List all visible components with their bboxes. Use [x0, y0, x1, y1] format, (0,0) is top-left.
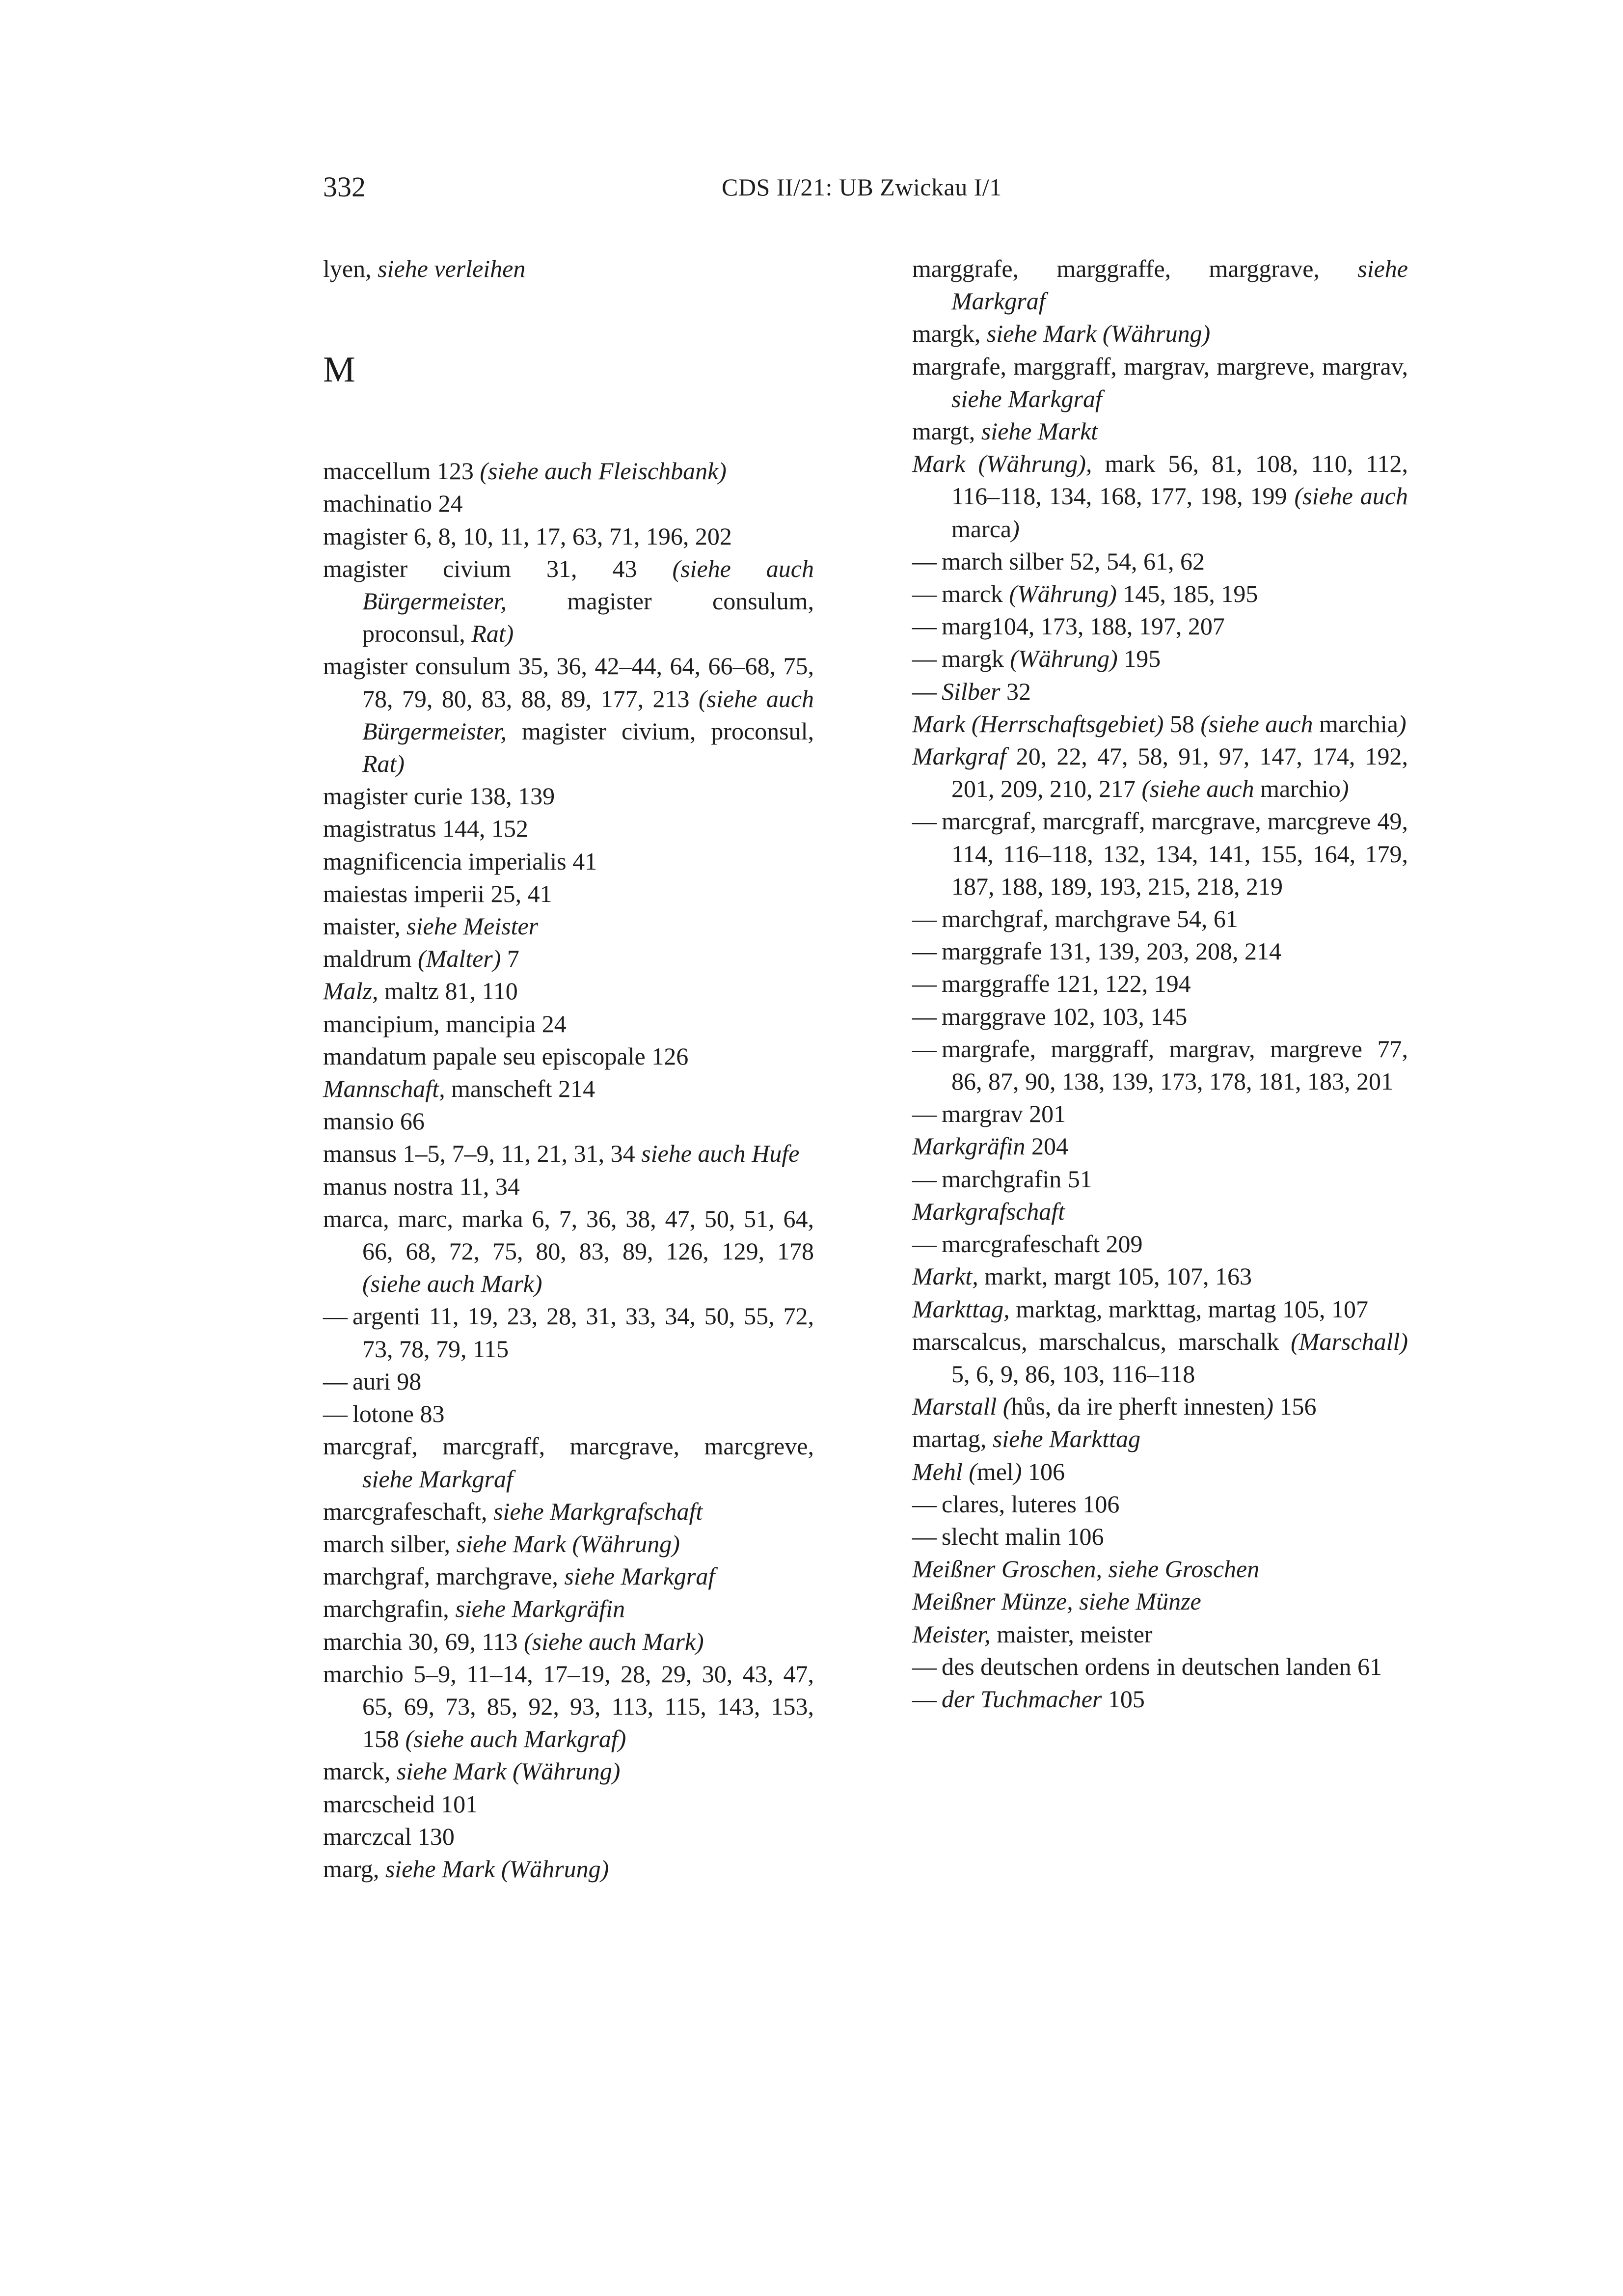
entry-text: marchgrafin 51 [942, 1165, 1092, 1193]
entry-text: magistratus 144, 152 [323, 815, 529, 843]
index-top-entries [323, 252, 814, 285]
index-entry [323, 780, 814, 812]
entry-text: machinatio 24 [323, 490, 463, 518]
index-subentry [912, 1488, 1408, 1520]
entry-text: clares, luteres 106 [942, 1490, 1120, 1518]
entry-text-italic: (siehe auch [1200, 710, 1313, 738]
subentry-dash: — [323, 1400, 348, 1428]
entry-text: march silber 52, 54, 61, 62 [942, 547, 1205, 575]
index-entry [323, 455, 814, 487]
entry-text: mark 56, 81, 108, 110, 112, 116–118, 134, 168, 177, 198, 199 [951, 450, 1408, 510]
entry-text-italic: Markgräfin [912, 1132, 1026, 1160]
entry-text: marggraffe 121, 122, 194 [942, 970, 1191, 998]
index-subentry [323, 1397, 814, 1430]
entry-text: marcgraf, marcgraff, marcgrave, marcgreve 49, 114, 116–118, 132, 134, 141, 155, 164, 179, 187, 188, 189, 193, 215, 218, 219 [942, 807, 1408, 900]
entry-text-italic: siehe verleihen [378, 255, 526, 282]
entry-text: manscheft 214 [445, 1075, 595, 1103]
index-entry [912, 1260, 1408, 1292]
index-entry [912, 1195, 1408, 1228]
index-subentry [912, 1033, 1408, 1097]
entry-text: mel [976, 1457, 1014, 1485]
entry-text: margt, [912, 417, 981, 445]
subentry-dash: — [912, 1522, 937, 1550]
entry-text: magister civium 31, 43 [323, 554, 673, 582]
index-entry [912, 317, 1408, 350]
index-subentry [912, 805, 1408, 902]
entry-text-italic: Markgrafschaft [912, 1197, 1065, 1225]
index-subentry [912, 610, 1408, 642]
entry-text: , [365, 255, 378, 282]
index-entry [912, 447, 1408, 545]
entry-text: marscalcus, marschalcus, marschalk [912, 1327, 1291, 1355]
index-subentry [912, 1650, 1408, 1683]
running-head: CDS II/21: UB Zwickau I/1 [722, 173, 1002, 201]
index-subentry [912, 1163, 1408, 1195]
entry-text-italic: (siehe auch [1141, 775, 1254, 803]
index-subentry [912, 577, 1408, 610]
entry-text: martag, [912, 1425, 993, 1453]
index-entry [323, 1137, 814, 1170]
index-subentry [912, 675, 1408, 708]
entry-text-italic: (siehe auch Mark) [362, 1270, 542, 1298]
entry-text: 156 [1273, 1393, 1317, 1421]
index-entry [912, 1618, 1408, 1650]
subentry-dash: — [912, 937, 937, 965]
entry-text: margk [942, 645, 1010, 673]
subentry-dash: — [912, 580, 937, 608]
entry-text: mansio 66 [323, 1107, 425, 1135]
index-entry [323, 910, 814, 942]
entry-text-italic: ) [1340, 775, 1349, 803]
entry-text-italic: siehe Mark (Währung) [986, 320, 1211, 348]
entry-text: maccellum 123 [323, 457, 480, 485]
entry-text: magister curie 138, 139 [323, 782, 555, 810]
entry-text: 105 [1102, 1685, 1145, 1713]
entry-text: marchio [1254, 775, 1341, 803]
entry-text: 32 [1000, 677, 1031, 705]
index-subentry [912, 1683, 1408, 1715]
entry-text: 58 [1163, 710, 1201, 738]
index-entry [912, 252, 1408, 317]
entry-text: marchgrafin, [323, 1595, 456, 1623]
index-entry [323, 942, 814, 975]
index-entry [323, 1430, 814, 1495]
entry-text: margrav 201 [942, 1100, 1066, 1128]
index-entry [323, 1008, 814, 1040]
index-subentry [323, 1300, 814, 1365]
entry-text: marg, [323, 1855, 385, 1883]
entry-text: 204 [1025, 1132, 1069, 1160]
subentry-dash: — [912, 1230, 937, 1258]
entry-text-italic: Mannschaft, [323, 1075, 445, 1103]
entry-text: marchia 30, 69, 113 [323, 1627, 524, 1655]
entry-text: 145, 185, 195 [1116, 580, 1258, 608]
entry-text-italic: siehe auch Hufe [641, 1140, 800, 1168]
entry-text-italic: Markgraf [912, 742, 1006, 770]
subentry-dash: — [912, 612, 937, 640]
entry-text: magister consulum, proconsul, [362, 587, 814, 648]
entry-text-italic: (Währung) [1009, 580, 1117, 608]
entry-text: mansus 1–5, 7–9, 11, 21, 31, 34 [323, 1140, 642, 1168]
entry-text: marcscheid 101 [323, 1790, 478, 1818]
entry-text: magnificencia imperialis 41 [323, 847, 597, 875]
entry-text-italic: Mark (Währung), [912, 450, 1092, 478]
subentry-dash: — [912, 807, 937, 835]
index-entry [323, 1788, 814, 1820]
index-entry [323, 877, 814, 910]
subentry-dash: — [912, 1490, 937, 1518]
index-entry [323, 520, 814, 552]
entry-text-italic: siehe Markgraf [564, 1562, 715, 1590]
subentry-dash: — [912, 1002, 937, 1030]
index-entry [912, 1455, 1408, 1488]
entry-text-italic: siehe Meister [406, 912, 539, 940]
index-entry [323, 845, 814, 877]
entry-text: maister, [323, 912, 407, 940]
section-letter: M [323, 350, 355, 390]
entry-text-italic: siehe Markttag [992, 1425, 1141, 1453]
entry-text: argenti 11, 19, 23, 28, 31, 33, 34, 50, 55, 72, 73, 78, 79, 115 [352, 1302, 814, 1363]
index-subentry [912, 545, 1408, 577]
entry-text: march silber, [323, 1530, 457, 1558]
entry-text: marggrafe 131, 139, 203, 208, 214 [942, 937, 1282, 965]
entry-text: marcgrafeschaft, [323, 1497, 493, 1525]
entry-text-italic: ) [1398, 710, 1407, 738]
entry-text-italic: der Tuchmacher [942, 1685, 1102, 1713]
entry-text-italic: siehe Markgraf [951, 255, 1408, 315]
entry-text: manus nostra 11, 34 [323, 1172, 520, 1200]
entry-text: margrafe, marggraff, margrav, margreve 77, 86, 87, 90, 138, 139, 173, 178, 181, 183, 201 [942, 1035, 1408, 1095]
entry-text: 20, 22, 47, 58, 91, 97, 147, 174, 192, 201, 209, 210, 217 [951, 742, 1408, 803]
entry-text-italic: Meister, [912, 1620, 991, 1648]
entry-text: marggrave 102, 103, 145 [942, 1002, 1188, 1030]
index-entry [323, 1560, 814, 1592]
subentry-dash: — [912, 1165, 937, 1193]
entry-text-italic: siehe Markgraf [951, 384, 1102, 412]
index-subentry [912, 902, 1408, 935]
index-entry [912, 740, 1408, 805]
index-entry [912, 1130, 1408, 1162]
entry-text-italic: Mark (Herrschaftsgebiet) [912, 710, 1164, 738]
entry-text-italic: (Malter) [418, 945, 501, 973]
entry-text-italic: siehe Mark (Währung) [396, 1757, 621, 1785]
entry-text: marck, [323, 1757, 397, 1785]
entry-text: mandatum papale seu episcopale 126 [323, 1042, 689, 1070]
entry-text: maiestas imperii 25, 41 [323, 879, 552, 907]
entry-text: marktag, markttag, martag 105, 107 [1009, 1295, 1368, 1323]
entry-text: lyen [323, 255, 366, 282]
entry-text: marca, marc, marka 6, 7, 36, 38, 47, 50, 51, 64, 66, 68, 72, 75, 80, 83, 89, 126, 129, 178 [323, 1204, 814, 1265]
index-entry [912, 415, 1408, 447]
entry-text: lotone 83 [352, 1400, 445, 1428]
index-entry [323, 1820, 814, 1853]
entry-text-italic: Markt, [912, 1262, 978, 1290]
entry-text: maltz 81, 110 [378, 977, 518, 1005]
index-column-left [323, 252, 814, 1885]
entry-text: margk, [912, 320, 987, 348]
entry-text-italic: Marstall ( [912, 1393, 1011, 1421]
entry-text-italic: siehe Markgräfin [455, 1595, 625, 1623]
entry-text: marchgraf, marchgrave 54, 61 [942, 905, 1238, 933]
index-subentry [912, 1520, 1408, 1553]
entry-text-italic: (siehe auch Bürgermeister, [362, 684, 814, 745]
subentry-dash: — [912, 970, 937, 998]
index-entry [323, 1853, 814, 1885]
index-entry [912, 1325, 1408, 1390]
index-subentry [323, 1365, 814, 1397]
entry-text-italic: (siehe auch [1294, 482, 1408, 510]
index-entry [323, 487, 814, 519]
entry-text-italic: (siehe auch Markgraf) [405, 1725, 626, 1753]
entry-text: markt, margt 105, 107, 163 [978, 1262, 1252, 1290]
entry-text-italic: siehe Markgraf [362, 1465, 513, 1493]
entry-text-italic: Markttag, [912, 1295, 1010, 1323]
index-entry [323, 1040, 814, 1072]
entry-text-italic: Mehl ( [912, 1457, 977, 1485]
entry-text: des deutschen ordens in deutschen landen 61 [942, 1652, 1382, 1680]
entry-text-italic: Rat) [471, 620, 514, 648]
entry-text: marggrafe, marggraffe, marggrave, [912, 255, 1358, 282]
entry-text: mancipium, mancipia 24 [323, 1010, 567, 1038]
index-subentry [912, 1228, 1408, 1260]
entry-text-italic: Rat) [362, 750, 405, 778]
entry-text-italic: ) [1013, 1457, 1022, 1485]
subentry-dash: — [323, 1367, 348, 1395]
page-number: 332 [323, 171, 366, 203]
index-subentry [912, 642, 1408, 675]
index-entry [323, 1592, 814, 1625]
entry-text-italic: siehe Markgrafschaft [493, 1497, 703, 1525]
subentry-dash: — [912, 547, 937, 575]
entry-text-italic: Meißner Münze, siehe Münze [912, 1587, 1201, 1615]
index-column-right [912, 252, 1408, 1715]
entry-text-italic: (siehe auch Bürgermeister, [362, 554, 814, 615]
index-entry [323, 1625, 814, 1658]
index-entry [323, 975, 814, 1007]
entry-text: marczcal 130 [323, 1822, 455, 1850]
subentry-dash: — [912, 1035, 937, 1063]
subentry-dash: — [912, 1100, 937, 1128]
entry-text: maldrum [323, 945, 418, 973]
index-entry [323, 1658, 814, 1755]
entry-text: marchia [1313, 710, 1398, 738]
index-entry [323, 1495, 814, 1528]
index-entry [323, 1528, 814, 1560]
subentry-dash: — [912, 1685, 937, 1713]
entry-text: magister 6, 8, 10, 11, 17, 63, 71, 196, 202 [323, 522, 732, 550]
entry-text: marcgraf, marcgraff, marcgrave, marcgreve, [323, 1432, 814, 1460]
index-entry [912, 1390, 1408, 1422]
subentry-dash: — [912, 905, 937, 933]
entry-text: marg104, 173, 188, 197, 207 [942, 612, 1225, 640]
entry-text-italic: siehe Markt [981, 417, 1098, 445]
entry-text: marchgraf, marchgrave, [323, 1562, 565, 1590]
entry-text-italic: ) [1011, 515, 1020, 543]
index-subentry [912, 967, 1408, 1000]
entry-text-italic: (Marschall) [1291, 1327, 1408, 1355]
entry-text: hůs, da ire pherft innesten [1011, 1393, 1266, 1421]
entry-text: marcgrafeschaft 209 [942, 1230, 1143, 1258]
entry-text: 5, 6, 9, 86, 103, 116–118 [951, 1360, 1195, 1388]
entry-text-italic: siehe Mark (Währung) [385, 1855, 609, 1883]
entry-text-italic: ) [1265, 1393, 1273, 1421]
subentry-dash: — [912, 645, 937, 673]
index-entry [323, 552, 814, 650]
entry-text-italic: Meißner Groschen, siehe Groschen [912, 1555, 1260, 1583]
entry-text: slecht malin 106 [942, 1522, 1104, 1550]
index-entry [323, 1072, 814, 1105]
index-entries-right [912, 252, 1408, 1715]
entry-text: magister consulum 35, 36, 42–44, 64, 66–68, 75, 78, 79, 80, 83, 88, 89, 177, 213 [323, 652, 814, 712]
index-entry [912, 350, 1408, 415]
index-entry [323, 650, 814, 780]
index-entries-left [323, 455, 814, 1885]
index-subentry [912, 1000, 1408, 1033]
entry-text: marck [942, 580, 1009, 608]
index-entry [912, 1585, 1408, 1617]
index-entry [323, 1203, 814, 1300]
index-subentry [912, 935, 1408, 967]
entry-text-italic: Malz, [323, 977, 379, 1005]
subentry-dash: — [912, 677, 937, 705]
index-entry [323, 252, 814, 285]
index-entry [912, 1422, 1408, 1455]
index-entry [912, 1293, 1408, 1325]
entry-text: magister civium, proconsul, [506, 717, 814, 745]
index-subentry [912, 1097, 1408, 1130]
entry-text: marca [951, 515, 1012, 543]
index-entry [912, 708, 1408, 740]
entry-text: marchio 5–9, 11–14, 17–19, 28, 29, 30, 43, 47, 65, 69, 73, 85, 92, 93, 113, 115, 143, 153, 158 [323, 1660, 814, 1753]
entry-text: 106 [1022, 1457, 1065, 1485]
index-entry [323, 1170, 814, 1203]
entry-text-italic: (siehe auch Fleischbank) [480, 457, 727, 485]
entry-text: maister, meister [990, 1620, 1153, 1648]
entry-text-italic: siehe Mark (Währung) [456, 1530, 680, 1558]
entry-text: 7 [501, 945, 519, 973]
entry-text-italic: (Währung) [1010, 645, 1118, 673]
entry-text-italic: (siehe auch Mark) [524, 1627, 704, 1655]
entry-text-italic: Silber [942, 677, 1001, 705]
index-entry [323, 1755, 814, 1787]
entry-text: auri 98 [352, 1367, 422, 1395]
subentry-dash: — [323, 1302, 348, 1330]
index-entry [323, 812, 814, 845]
entry-text: 195 [1117, 645, 1161, 673]
subentry-dash: — [912, 1652, 937, 1680]
entry-text: margrafe, marggraff, margrav, margreve, margrav, [912, 352, 1408, 380]
index-entry [912, 1553, 1408, 1585]
index-entry [323, 1105, 814, 1137]
